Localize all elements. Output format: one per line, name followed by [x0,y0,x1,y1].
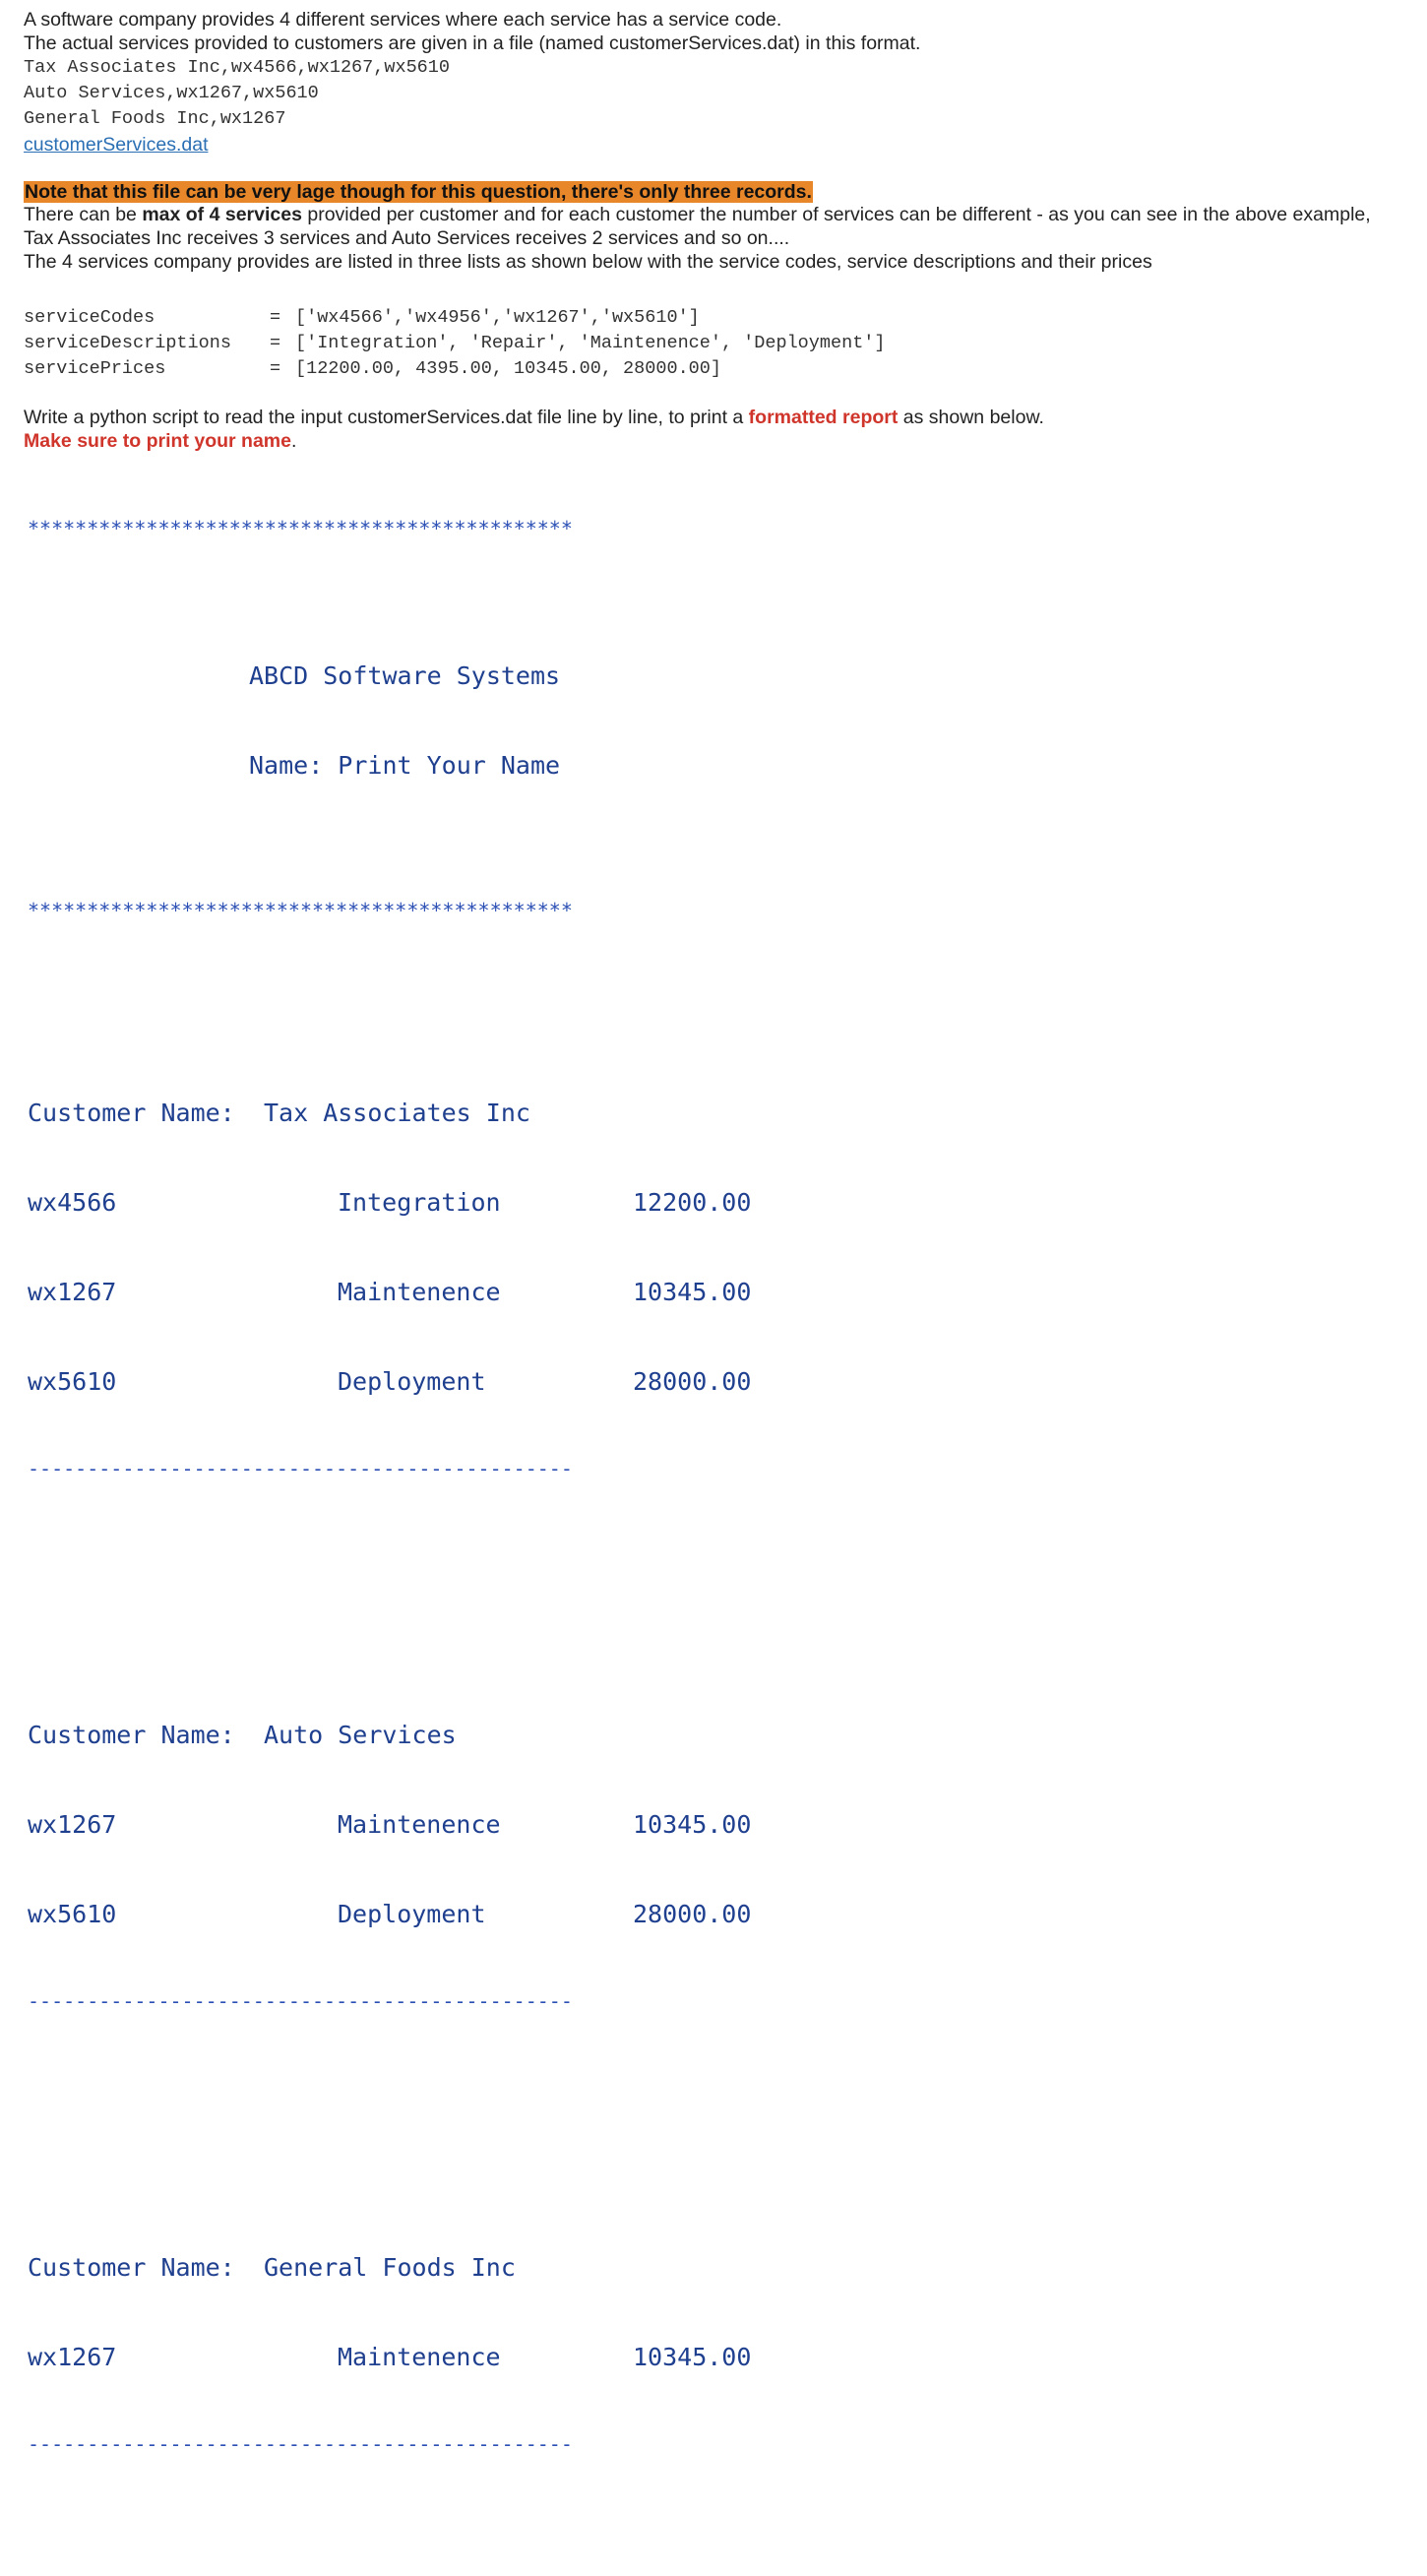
service-row: wx1267 Maintenence 10345.00 [28,2343,752,2371]
customer-name: General Foods Inc [264,2253,516,2282]
customer-block [28,1662,1411,2076]
service-row: wx5610 Deployment 28000.00 [28,1367,752,1396]
intro-line-2: The actual services provided to customers are given in a file (named customerServices.dat) in this format. [24,32,921,54]
note-line-1: There can be max of 4 services provided per customer and for each customer the number of services can be different - as you can see in the above example, [24,204,1371,225]
customer-block [28,1039,1411,1543]
task-line-2: Make sure to print your name. [24,430,297,452]
service-lists [24,305,1411,382]
max-services-bold: max of 4 services [142,204,302,225]
customer-block [28,2194,1411,2519]
file-line-2: Auto Services,wx1267,wx5610 [24,83,319,103]
dash-separator: ---------------------------------------------- [28,2432,573,2456]
customer-header: Customer Name: Tax Associates Inc [28,1099,530,1127]
file-line-1: Tax Associates Inc,wx4566,wx1267,wx5610 [24,57,450,78]
report-title: ABCD Software Systems [249,661,561,690]
formatted-report-text: formatted report [748,407,899,428]
service-row: wx1267 Maintenence 10345.00 [28,1278,752,1306]
dash-separator: ---------------------------------------------- [28,1457,573,1480]
stars-bottom: ********************************************** [28,899,573,922]
customer-name: Tax Associates Inc [264,1099,530,1127]
document [24,8,1411,2576]
customer-services-file-link[interactable]: customerServices.dat [24,134,209,156]
note-line-2: Tax Associates Inc receives 3 services and Auto Services receives 2 services and so on.... [24,227,790,249]
customer-name: Auto Services [264,1721,457,1749]
service-row: wx1267 Maintenence 10345.00 [28,1810,752,1839]
customer-header: Customer Name: General Foods Inc [28,2253,516,2282]
note-highlight: Note that this file can be very lage though for this question, there's only three records. [25,181,812,203]
report-name-line: Name: Print Your Name [249,751,561,780]
note-line-3: The 4 services company provides are listed in three lists as shown below with the service codes, service descriptions and their prices [24,251,1152,273]
service-codes-list: serviceCodes = ['wx4566','wx4956','wx1267','wx5610'] [24,307,700,328]
service-prices-list: servicePrices = [12200.00, 4395.00, 10345.00, 28000.00] [24,358,721,379]
customer-header: Customer Name: Auto Services [28,1721,457,1749]
service-row: wx5610 Deployment 28000.00 [28,1900,752,1928]
print-name-instruction: Make sure to print your name [24,430,291,452]
service-row: wx4566 Integration 12200.00 [28,1188,752,1217]
dash-separator: ---------------------------------------------- [28,1989,573,2013]
stars-top: ********************************************** [28,517,573,540]
intro-line-1: A software company provides 4 different services where each service has a service code. [24,9,782,31]
service-descriptions-list: serviceDescriptions = ['Integration', 'Repair', 'Maintenence', 'Deployment'] [24,333,886,353]
file-line-3: General Foods Inc,wx1267 [24,108,286,129]
report-output [28,455,1411,2576]
task-line-1: Write a python script to read the input customerServices.dat file line by line, to print a formatted report as shown below. [24,407,1044,428]
